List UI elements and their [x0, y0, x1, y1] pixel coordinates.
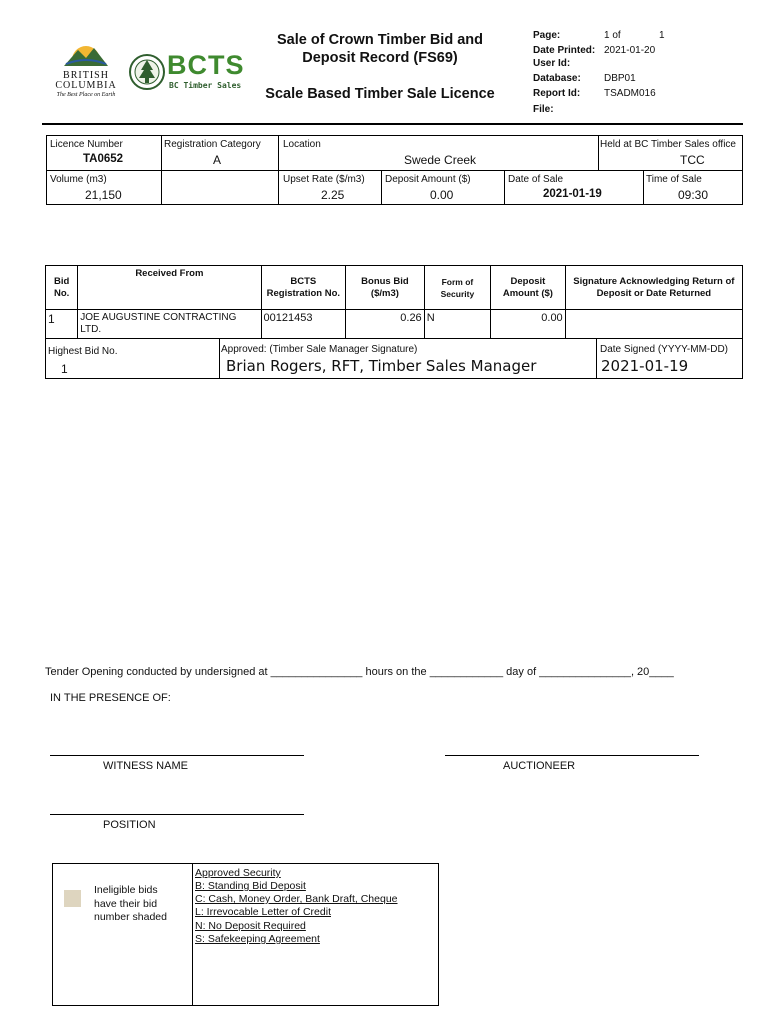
highest-bid-label: Highest Bid No. — [48, 346, 118, 357]
report-title-line1: Sale of Crown Timber Bid and — [277, 32, 483, 48]
header-divider — [42, 123, 743, 125]
time-of-sale: 09:30 — [678, 188, 709, 202]
held-at-label: Held at BC Timber Sales office — [600, 139, 736, 150]
form-of-security-cell: N — [424, 310, 490, 339]
licence-number: TA0652 — [83, 153, 124, 165]
bc-logo-line1: BRITISH — [63, 70, 109, 81]
held-at: TCC — [680, 153, 705, 167]
report-subtitle: Scale Based Timber Sale Licence — [265, 86, 495, 102]
witness-signature-line — [50, 755, 304, 756]
page-label: Page: — [533, 30, 561, 41]
col-received-from: Received From — [78, 266, 261, 310]
report-id-value: TSADM016 — [604, 88, 656, 99]
bcts-logo-sub: BC Timber Sales — [169, 81, 242, 90]
tree-seal-icon — [129, 46, 165, 98]
bc-logo-line2: COLUMBIA — [55, 80, 117, 91]
upset-rate: 2.25 — [321, 188, 345, 202]
deposit-amount-label: Deposit Amount ($) — [385, 174, 471, 185]
upset-rate-label: Upset Rate ($/m3) — [283, 174, 365, 185]
position-label: POSITION — [103, 819, 156, 831]
bcts-logo — [129, 46, 249, 98]
auctioneer-label: AUCTIONEER — [503, 760, 576, 772]
volume: 21,150 — [85, 188, 122, 202]
security-item: L: Irrevocable Letter of Credit — [195, 906, 331, 918]
location: Swede Creek — [404, 153, 477, 167]
bids-header-row — [46, 266, 743, 310]
licence-info-grid — [46, 135, 743, 205]
file-label: File: — [533, 104, 554, 115]
date-of-sale: 2021-01-19 — [543, 188, 602, 200]
security-item: N: No Deposit Required — [195, 920, 306, 932]
database-label: Database: — [533, 73, 581, 84]
ineligible-shade-swatch — [64, 890, 81, 907]
auctioneer-signature-line — [445, 755, 699, 756]
security-item: S: Safekeeping Agreement — [195, 933, 320, 945]
approved-label: Approved: (Timber Sale Manager Signature) — [221, 344, 418, 355]
bonus-bid-cell: 0.26 — [346, 310, 425, 339]
registration-category-label: Registration Category — [164, 139, 261, 150]
col-deposit-amount: Deposit Amount ($) — [491, 266, 566, 310]
security-title: Approved Security — [195, 867, 281, 879]
received-from-cell: JOE AUGUSTINE CONTRACTING LTD. — [78, 310, 261, 339]
location-label: Location — [283, 139, 321, 150]
time-of-sale-label: Time of Sale — [646, 174, 702, 185]
licence-number-label: Licence Number — [50, 139, 123, 150]
date-printed-value: 2021-01-20 — [604, 45, 656, 56]
table-row — [46, 310, 743, 339]
ineligible-legend-text: Ineligible bids have their bid number shaded — [94, 884, 167, 923]
col-signature: Signature Acknowledging Return of Deposit or Date Returned — [565, 266, 742, 310]
legend-box — [52, 863, 439, 1006]
bcts-logo-text: BCTS — [167, 50, 245, 80]
date-signed: 2021-01-19 — [601, 357, 689, 375]
bc-logo-tagline: The Best Place on Earth — [56, 92, 116, 98]
signature-cell — [565, 310, 742, 339]
approved-by-signature: Brian Rogers, RFT, Timber Sales Manager — [226, 357, 537, 375]
registration-category: A — [213, 153, 222, 167]
security-item: C: Cash, Money Order, Bank Draft, Cheque — [195, 893, 398, 905]
col-form-of-security: Form of Security — [424, 266, 490, 310]
report-title-line2: Deposit Record (FS69) — [302, 50, 458, 66]
database-value: DBP01 — [604, 73, 636, 84]
security-item: B: Standing Bid Deposit — [195, 880, 306, 892]
deposit-amount: 0.00 — [430, 188, 454, 202]
user-id-label: User Id: — [533, 58, 571, 69]
col-bonus-bid: Bonus Bid ($/m3) — [346, 266, 425, 310]
volume-label: Volume (m3) — [50, 174, 107, 185]
bc-government-logo — [50, 40, 122, 102]
date-of-sale-label: Date of Sale — [508, 174, 564, 185]
page-value: 1 of — [604, 30, 621, 41]
date-signed-label: Date Signed (YYYY-MM-DD) — [600, 344, 729, 355]
approval-row — [45, 339, 743, 379]
bid-no-cell: 1 — [46, 310, 78, 339]
col-registration-no: BCTS Registration No. — [261, 266, 346, 310]
page-total: 1 — [659, 30, 665, 41]
position-signature-line — [50, 814, 304, 815]
highest-bid: 1 — [61, 362, 68, 376]
col-bid-no: Bid No. — [46, 266, 78, 310]
registration-no-cell: 00121453 — [261, 310, 346, 339]
report-id-label: Report Id: — [533, 88, 581, 99]
witness-name-label: WITNESS NAME — [103, 760, 188, 772]
tender-opening-text: Tender Opening conducted by undersigned at _______________ hours on the ____________ day of _______________, 20____ — [45, 666, 674, 678]
deposit-amount-cell: 0.00 — [491, 310, 566, 339]
presence-label: IN THE PRESENCE OF: — [50, 692, 171, 704]
sun-mountain-icon — [50, 40, 122, 66]
date-printed-label: Date Printed: — [533, 45, 596, 56]
bids-table — [45, 265, 743, 339]
